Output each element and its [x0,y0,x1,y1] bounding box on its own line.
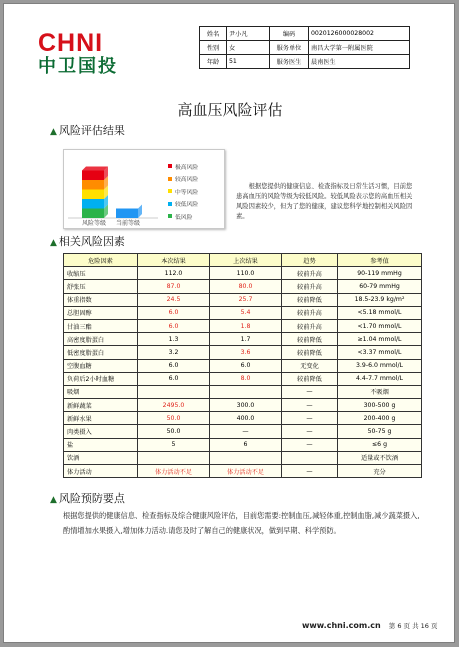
legend-swatch [168,177,172,181]
table-cell-current: 6.0 [138,359,210,372]
table-cell-previous: 400.0 [210,412,282,425]
table-cell-factor: 收缩压 [64,267,138,280]
table-cell-trend: — [282,385,338,398]
header-trend: 趋势 [282,254,338,267]
legend-item [168,185,198,198]
risk-chart-svg [64,150,164,228]
table-row [64,280,422,293]
section-related-label: 相关风险因素 [58,235,125,248]
table-cell-current: 3.2 [138,346,210,359]
risk-summary-text: 根据您提供的健康信息、检查指标及日常生活习惯，目前您患高血压的风险等级为较低风险。较低风险表示您的高血压相关风险因素较少，但为了您的健康，建议您科学地控制相关风险因素。 [236,183,413,220]
table-cell-reference: <5.18 mmol/L [338,306,422,319]
table-cell-trend: 较前降低 [282,372,338,385]
table-cell-current: 6.0 [138,372,210,385]
table-cell-previous [210,385,282,398]
table-cell-current: 5 [138,438,210,451]
table-row [64,306,422,319]
risk-chart [63,149,225,229]
legend-swatch [168,189,172,193]
code-value: 0020126000028002 [309,27,410,41]
table-cell-trend: 较前升高 [282,267,338,280]
table-cell-trend: 无变化 [282,359,338,372]
header-factor: 危险因素 [64,254,138,267]
page-footer [302,621,438,630]
legend-swatch [168,202,172,206]
table-cell-trend: — [282,399,338,412]
table-header-row [64,254,422,267]
table-cell-reference: 90-119 mmHg [338,267,422,280]
table-cell-current: 50.0 [138,425,210,438]
table-cell-trend: 较前降低 [282,293,338,306]
table-cell-previous: 5.4 [210,306,282,319]
table-cell-factor: 低密度脂蛋白 [64,346,138,359]
table-cell-trend: 较前降低 [282,346,338,359]
legend-label: 低风险 [175,214,193,221]
table-cell-factor: 甘油三酯 [64,319,138,332]
table-cell-current: 6.0 [138,306,210,319]
current-level-bar-side [138,205,142,219]
table-row [64,333,422,346]
table-cell-reference: 充分 [338,465,422,478]
table-cell-trend: — [282,465,338,478]
scale-bar-segment [82,209,104,219]
table-cell-previous: 110.0 [210,267,282,280]
table-cell-trend: — [282,425,338,438]
table-cell-factor: 体重指数 [64,293,138,306]
table-cell-trend: — [282,438,338,451]
x-tick-label: 当前等级 [116,220,141,227]
table-cell-previous: — [210,425,282,438]
legend-label: 中等风险 [175,189,199,196]
footer-url: www.chni.com.cn [302,621,381,630]
section-prevention [50,490,125,506]
table-cell-previous [210,451,282,464]
table-cell-factor: 总胆固醇 [64,306,138,319]
table-cell-trend: 较前降低 [282,333,338,346]
logo-brand: CHNI [38,29,104,57]
legend-item [168,198,198,211]
table-row [64,425,422,438]
table-cell-factor: 舒张压 [64,280,138,293]
table-cell-reference: ≤6 g [338,438,422,451]
table-cell-reference: 不吸烟 [338,385,422,398]
table-row [64,267,422,280]
table-row [64,346,422,359]
unit-value: 南昌大学第一附属医院 [309,41,410,55]
legend-item [168,173,198,186]
doctor-label: 服务医生 [270,55,309,69]
table-row [64,399,422,412]
chart-legend [168,160,198,223]
age-label: 年龄 [200,55,227,69]
page-title: 高血压风险评估 [177,101,283,119]
table-cell-factor: 肉类摄入 [64,425,138,438]
table-cell-previous: 1.7 [210,333,282,346]
table-cell-reference: 200-400 g [338,412,422,425]
prevention-advice-text: 根据您提供的健康信息、检查指标及综合健康风险评估，目前您需要:控制血压,减轻体重,控制血脂,减少蔬菜摄入,酌情增加水果摄入,增加体力活动.请您及时了解自己的健康状况，做到早期、科学预防。 [63,511,420,535]
table-cell-factor: 负荷后2小时血糖 [64,372,138,385]
unit-label: 服务单位 [270,41,309,55]
legend-item [168,160,198,173]
table-cell-current: 6.0 [138,319,210,332]
legend-swatch [168,164,172,168]
report-page [3,3,455,643]
table-row [64,293,422,306]
legend-label: 较高风险 [175,177,199,184]
table-cell-trend: 较前升高 [282,306,338,319]
triangle-icon: ▲ [50,127,57,137]
triangle-icon: ▲ [50,495,57,505]
table-cell-current [138,385,210,398]
table-row [64,359,422,372]
section-related [50,233,125,249]
legend-swatch [168,214,172,218]
table-row [64,319,422,332]
table-cell-factor: 饮酒 [64,451,138,464]
table-cell-trend: 较前升高 [282,319,338,332]
triangle-icon: ▲ [50,238,57,248]
risk-factor-table [63,253,422,478]
table-cell-current: 1.3 [138,333,210,346]
doctor-value: 晨南医生 [309,55,410,69]
name-value: 尹小凡 [227,27,270,41]
table-cell-previous: 体力活动不足 [210,465,282,478]
footer-page-number: 第 6 页 共 16 页 [388,622,438,630]
chni-logo [38,31,118,78]
section-prevention-label: 风险预防要点 [58,492,125,505]
name-label: 姓名 [200,27,227,41]
legend-label: 极高风险 [175,164,199,171]
table-cell-factor: 盐 [64,438,138,451]
table-cell-reference: 18.5-23.9 kg/m² [338,293,422,306]
table-cell-current: 112.0 [138,267,210,280]
header-reference: 参考值 [338,254,422,267]
table-cell-factor: 新鲜蔬菜 [64,399,138,412]
legend-label: 较低风险 [175,202,199,209]
patient-info-table [199,26,410,69]
table-cell-reference: 4.4-7.7 mmol/L [338,372,422,385]
legend-item [168,210,198,223]
table-row [64,412,422,425]
table-cell-current [138,451,210,464]
header-previous: 上次结果 [210,254,282,267]
table-cell-reference: ≥1.04 mmol/L [338,333,422,346]
scale-bar-segment [82,180,104,190]
table-cell-trend [282,451,338,464]
table-cell-previous: 25.7 [210,293,282,306]
table-row [64,451,422,464]
table-cell-trend: 较前升高 [282,280,338,293]
table-row [64,465,422,478]
code-label: 编码 [270,27,309,41]
table-cell-previous: 6.0 [210,359,282,372]
sex-value: 女 [227,41,270,55]
table-cell-previous: 6 [210,438,282,451]
section-risk-result-label: 风险评估结果 [58,124,125,137]
table-cell-factor: 体力活动 [64,465,138,478]
table-cell-trend: — [282,412,338,425]
table-cell-current: 87.0 [138,280,210,293]
current-level-bar [116,209,138,219]
table-cell-previous: 300.0 [210,399,282,412]
table-cell-current: 50.0 [138,412,210,425]
table-cell-reference: 适量或不饮酒 [338,451,422,464]
table-cell-current: 体力活动不足 [138,465,210,478]
logo-name: 中卫国投 [38,56,118,77]
table-cell-factor: 空腹血糖 [64,359,138,372]
section-risk-result [50,122,125,138]
table-row [64,385,422,398]
table-cell-factor: 新鲜水果 [64,412,138,425]
table-row [64,372,422,385]
x-tick-label: 风险等级 [82,220,107,227]
table-cell-previous: 8.0 [210,372,282,385]
table-row [64,438,422,451]
scale-bar-top [82,167,108,171]
scale-bar-segment [82,199,104,209]
header-current: 本次结果 [138,254,210,267]
table-cell-reference: 50-75 g [338,425,422,438]
table-cell-reference: 60-79 mmHg [338,280,422,293]
table-cell-reference: <1.70 mmol/L [338,319,422,332]
table-cell-factor: 高密度脂蛋白 [64,333,138,346]
table-cell-factor: 吸烟 [64,385,138,398]
table-cell-previous: 1.8 [210,319,282,332]
scale-bar-segment [82,171,104,181]
sex-label: 性别 [200,41,227,55]
table-cell-previous: 80.0 [210,280,282,293]
table-cell-reference: 300-500 g [338,399,422,412]
table-cell-previous: 3.6 [210,346,282,359]
age-value: 51 [227,55,270,69]
table-cell-reference: <3.37 mmol/L [338,346,422,359]
table-cell-reference: 3.9-6.0 mmol/L [338,359,422,372]
table-cell-current: 2495.0 [138,399,210,412]
scale-bar-segment [82,190,104,200]
table-cell-current: 24.5 [138,293,210,306]
